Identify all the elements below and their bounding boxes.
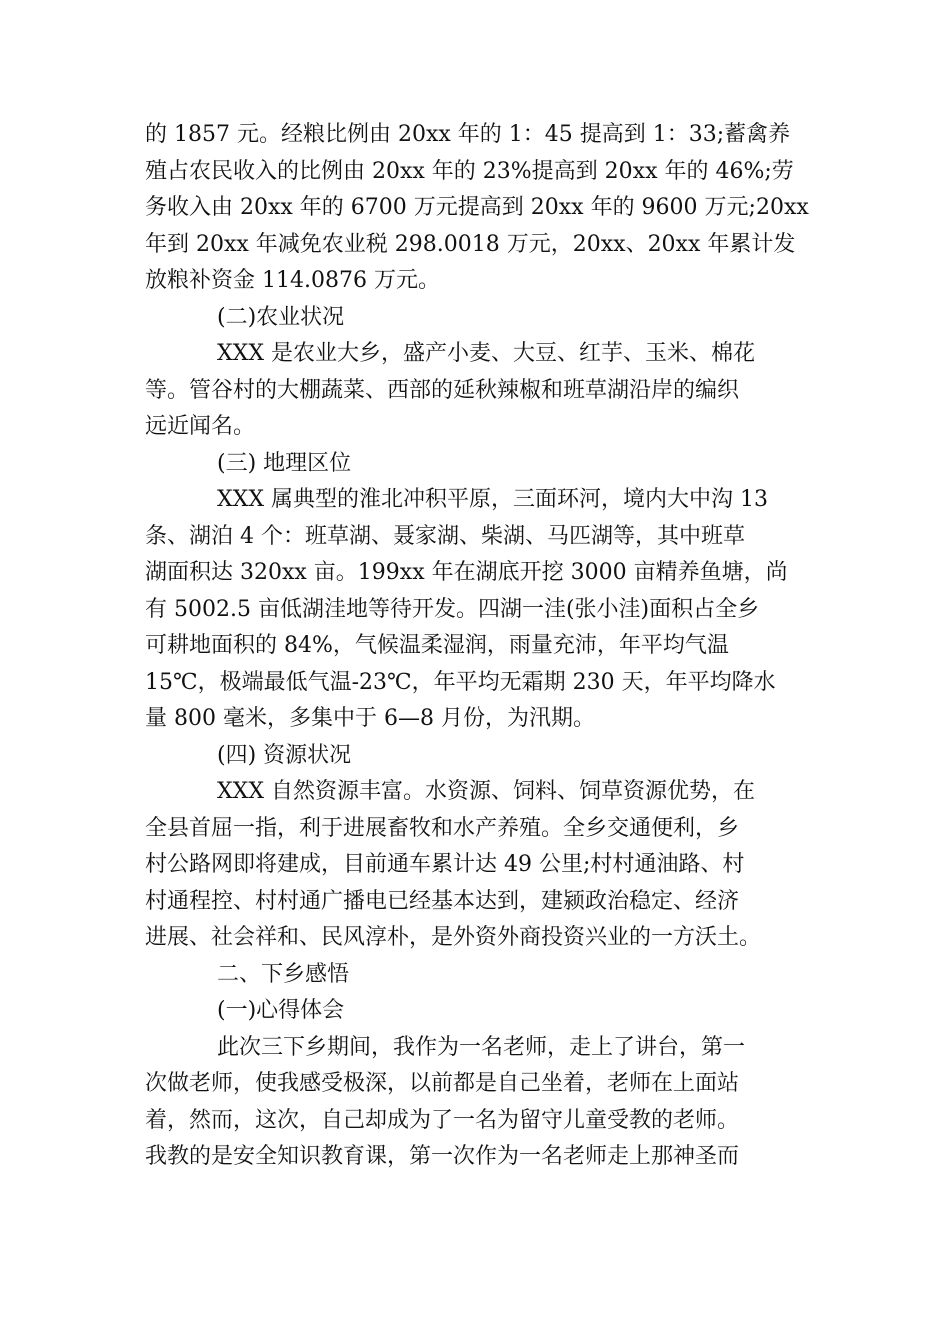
text-line: XXX 属典型的淮北冲积平原，三面环河，境内大中沟 13 bbox=[217, 487, 768, 512]
text-line: (一)心得体会 bbox=[217, 998, 345, 1023]
text-line: 量 800 毫米，多集中于 6—8 月份，为汛期。 bbox=[145, 706, 595, 731]
text-line: (三) 地理区位 bbox=[217, 450, 352, 476]
text-line: (四) 资源状况 bbox=[217, 742, 352, 768]
text-line: 全县首屈一指，利于进展畜牧和水产养殖。全乡交通便利，乡 bbox=[145, 815, 740, 841]
text-line: 条、湖泊 4 个：班草湖、聂家湖、柴湖、马匹湖等，其中班草 bbox=[145, 523, 745, 549]
text-line: 二、下乡感悟 bbox=[217, 961, 350, 987]
document-body bbox=[145, 117, 809, 1176]
text-line: 此次三下乡期间，我作为一名老师，走上了讲台，第一 bbox=[217, 1034, 746, 1060]
text-line: 有 5002.5 亩低湖洼地等待开发。四湖一洼(张小洼)面积占全乡 bbox=[145, 596, 760, 622]
text-line: 村公路网即将建成，目前通车累计达 49 公里;村村通油路、村 bbox=[145, 852, 745, 877]
text-line: 湖面积达 320xx 亩。199xx 年在湖底开挖 3000 亩精养鱼塘，尚 bbox=[145, 560, 788, 585]
text-line: 15℃，极端最低气温-23℃，年平均无霜期 230 天，年平均降水 bbox=[145, 669, 776, 695]
text-line: 着，然而，这次，自己却成为了一名为留守儿童受教的老师。 bbox=[145, 1107, 740, 1133]
text-line: 村通程控、村村通广播电已经基本达到，建颍政治稳定、经济 bbox=[145, 888, 740, 914]
text-line: 进展、社会祥和、民风淳朴，是外资外商投资兴业的一方沃土。 bbox=[145, 925, 762, 950]
text-line: (二)农业状况 bbox=[217, 304, 345, 330]
text-line: 我教的是安全知识教育课，第一次作为一名老师走上那神圣而 bbox=[145, 1144, 740, 1169]
text-line: 放粮补资金 114.0876 万元。 bbox=[145, 268, 440, 293]
text-line: 次做老师，使我感受极深，以前都是自己坐着，老师在上面站 bbox=[145, 1071, 740, 1096]
text-line: XXX 是农业大乡，盛产小麦、大豆、红芋、玉米、棉花 bbox=[217, 341, 755, 366]
text-line: 等。管谷村的大棚蔬菜、西部的延秋辣椒和班草湖沿岸的编织 bbox=[145, 377, 740, 403]
text-line: 远近闻名。 bbox=[145, 414, 256, 439]
text-line: XXX 自然资源丰富。水资源、饲料、饲草资源优势，在 bbox=[217, 779, 755, 804]
text-line: 可耕地面积的 84%，气候温柔湿润，雨量充沛，年平均气温 bbox=[145, 633, 729, 658]
text-line: 的 1857 元。经粮比例由 20xx 年的 1：45 提高到 1：33;蓄禽养 bbox=[145, 122, 791, 147]
text-line: 年到 20xx 年减免农业税 298.0018 万元，20xx、20xx 年累计发 bbox=[145, 231, 796, 257]
text-line: 务收入由 20xx 年的 6700 万元提高到 20xx 年的 9600 万元;20xx bbox=[145, 195, 809, 220]
text-line: 殖占农民收入的比例由 20xx 年的 23%提高到 20xx 年的 46%;劳 bbox=[145, 158, 794, 184]
